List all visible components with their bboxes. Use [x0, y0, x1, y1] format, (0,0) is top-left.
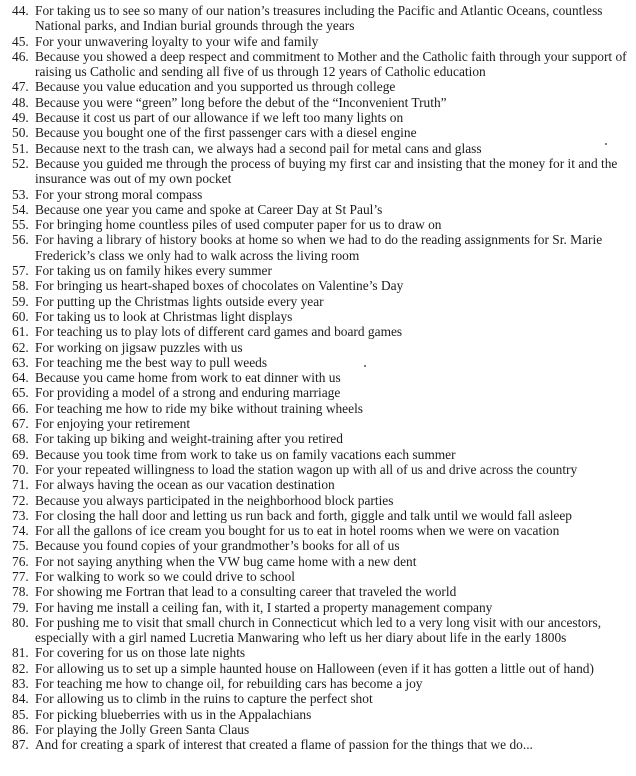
list-item — [12, 95, 628, 110]
item-number: 68. — [12, 431, 29, 447]
item-text: For your repeated willingness to load the station wagon up with all of us and drive across the country — [35, 461, 578, 477]
item-number: 53. — [12, 186, 29, 202]
list-item — [12, 202, 628, 217]
item-number: 82. — [12, 660, 29, 676]
item-text: Because you came home from work to eat dinner with us — [35, 370, 341, 386]
list-item — [12, 584, 628, 599]
item-number: 69. — [12, 446, 29, 462]
list-item — [12, 615, 628, 646]
item-number: 54. — [12, 201, 29, 217]
list-item — [12, 645, 628, 660]
item-number: 46. — [12, 48, 29, 64]
item-number: 73. — [12, 507, 29, 523]
list-item — [12, 508, 628, 523]
item-number: 70. — [12, 461, 29, 477]
list-item — [12, 309, 628, 324]
item-text: For enjoying your retirement — [35, 416, 191, 432]
item-text: Because you guided me through the process of buying my first car and insisting that the money for it and the insurance was out of my own pocket — [35, 155, 618, 187]
list-item — [12, 661, 628, 676]
scan-speck — [364, 365, 366, 367]
list-item — [12, 447, 628, 462]
item-text: For your strong moral compass — [35, 186, 203, 202]
item-text: For bringing us heart-shaped boxes of chocolates on Valentine’s Day — [35, 278, 404, 294]
list-item — [12, 217, 628, 232]
item-number: 74. — [12, 523, 29, 539]
item-number: 57. — [12, 263, 29, 279]
item-number: 44. — [12, 3, 29, 18]
item-text: Because you found copies of your grandmother’s books for all of us — [35, 538, 400, 554]
list-item — [12, 416, 628, 431]
item-text: For always having the ocean as our vacation destination — [35, 477, 335, 493]
item-number: 58. — [12, 278, 29, 294]
item-text: For allowing us to climb in the ruins to capture the perfect shot — [35, 691, 373, 707]
item-number: 84. — [12, 691, 29, 707]
scan-speck — [605, 143, 607, 145]
list-item — [12, 493, 628, 508]
item-text: For playing the Jolly Green Santa Claus — [35, 721, 250, 737]
item-number: 65. — [12, 385, 29, 401]
list-item — [12, 278, 628, 293]
item-number: 85. — [12, 706, 29, 722]
item-text: For showing me Fortran that lead to a consulting career that traveled the world — [35, 584, 457, 600]
item-text: For closing the hall door and letting us run back and forth, giggle and talk until we would fall asleep — [35, 507, 572, 523]
list-item — [12, 600, 628, 615]
item-number: 67. — [12, 416, 29, 432]
item-number: 61. — [12, 324, 29, 340]
item-number: 77. — [12, 568, 29, 584]
item-text: For taking up biking and weight-training after you retired — [35, 431, 343, 447]
list-item — [12, 676, 628, 691]
list-item — [12, 431, 628, 446]
item-text: For all the gallons of ice cream you bought for us to eat in hotel rooms when we were on vacation — [35, 523, 560, 539]
list-item — [12, 156, 628, 187]
item-number: 78. — [12, 584, 29, 600]
list-item — [12, 141, 628, 156]
item-text: Because you bought one of the first passenger cars with a diesel engine — [35, 125, 417, 141]
item-text: For putting up the Christmas lights outside every year — [35, 293, 324, 309]
item-number: 50. — [12, 125, 29, 141]
list-item — [12, 34, 628, 49]
list-item — [12, 707, 628, 722]
list-item — [12, 79, 628, 94]
list-item — [12, 49, 628, 80]
item-number: 79. — [12, 599, 29, 615]
list-item — [12, 125, 628, 140]
item-text: For not saying anything when the VW bug came home with a new dent — [35, 553, 417, 569]
item-number: 49. — [12, 110, 29, 126]
list-item — [12, 523, 628, 538]
list-item — [12, 737, 628, 752]
item-number: 51. — [12, 140, 29, 156]
item-text: For teaching me the best way to pull weeds — [35, 354, 268, 370]
item-text: Because next to the trash can, we always had a second pail for metal cans and glass — [35, 140, 482, 156]
item-number: 66. — [12, 400, 29, 416]
item-number: 83. — [12, 676, 29, 692]
list-item — [12, 110, 628, 125]
item-number: 75. — [12, 538, 29, 554]
item-text: For providing a model of a strong and enduring marriage — [35, 385, 341, 401]
item-number: 72. — [12, 492, 29, 508]
item-number: 87. — [12, 737, 29, 753]
list-item — [12, 385, 628, 400]
item-text: For having a library of history books at home so when we had to do the reading assignments for Sr. Marie Frederick’s class we only had to walk across the living room — [35, 232, 603, 263]
item-number: 76. — [12, 553, 29, 569]
item-number: 71. — [12, 477, 29, 493]
item-text: For bringing home countless piles of used computer paper for us to draw on — [35, 217, 442, 233]
list-item — [12, 370, 628, 385]
item-text: Because it cost us part of our allowance if we left too many lights on — [35, 110, 404, 126]
item-text: Because you always participated in the neighborhood block parties — [35, 492, 394, 508]
item-number: 59. — [12, 293, 29, 309]
list-item — [12, 401, 628, 416]
list-item — [12, 3, 628, 34]
item-number: 62. — [12, 339, 29, 355]
list-item — [12, 569, 628, 584]
item-number: 86. — [12, 721, 29, 737]
list-item — [12, 355, 628, 370]
item-text: For teaching me how to change oil, for rebuilding cars has become a joy — [35, 676, 423, 692]
list-item — [12, 462, 628, 477]
item-number: 52. — [12, 155, 29, 171]
list-item — [12, 691, 628, 706]
item-number: 45. — [12, 33, 29, 49]
list-item — [12, 324, 628, 339]
item-number: 64. — [12, 370, 29, 386]
item-text: Because you were “green” long before the debut of the “Inconvenient Truth” — [35, 94, 447, 110]
item-text: Because one year you came and spoke at Career Day at St Paul’s — [35, 201, 383, 217]
item-text: For taking us to see so many of our nation’s treasures including the Pacific and Atlantic Oceans, countless National parks, and Indian burial grounds through the years — [35, 3, 603, 34]
list-item — [12, 554, 628, 569]
item-number: 63. — [12, 354, 29, 370]
item-text: Because you took time from work to take us on family vacations each summer — [35, 446, 456, 462]
item-text: For pushing me to visit that small church in Connecticut which led to a very long visit with our ancestors, especially with a girl named Lucretia Manwaring who left us her diary about life in the early 1800s — [35, 614, 602, 646]
list-item — [12, 722, 628, 737]
item-text: For working on jigsaw puzzles with us — [35, 339, 243, 355]
list-item — [12, 538, 628, 553]
item-text: For picking blueberries with us in the Appalachians — [35, 706, 312, 722]
item-number: 80. — [12, 614, 29, 630]
item-text: For taking us to look at Christmas light displays — [35, 308, 293, 324]
item-text: For your unwavering loyalty to your wife and family — [35, 33, 319, 49]
item-number: 48. — [12, 94, 29, 110]
list-item — [12, 477, 628, 492]
list-item — [12, 187, 628, 202]
reasons-list — [12, 3, 628, 753]
item-text: Because you showed a deep respect and commitment to Mother and the Catholic faith through your support of raising us Catholic and sending all five of us through 12 years of Catholic education — [35, 48, 627, 80]
list-item — [12, 340, 628, 355]
item-number: 60. — [12, 308, 29, 324]
item-text: For teaching me how to ride my bike without training wheels — [35, 400, 364, 416]
item-number: 55. — [12, 217, 29, 233]
item-text: For covering for us on those late nights — [35, 645, 246, 661]
item-text: Because you value education and you supported us through college — [35, 79, 396, 95]
list-item — [12, 232, 628, 263]
list-item — [12, 263, 628, 278]
item-text: For taking us on family hikes every summer — [35, 263, 272, 279]
item-number: 56. — [12, 232, 29, 248]
item-number: 81. — [12, 645, 29, 661]
item-text: For teaching us to play lots of different card games and board games — [35, 324, 403, 340]
item-text: For allowing us to set up a simple haunted house on Halloween (even if it has gotten a little out of hand) — [35, 660, 594, 676]
item-text: And for creating a spark of interest that created a flame of passion for the things that we do... — [35, 737, 533, 753]
list-item — [12, 294, 628, 309]
item-text: For having me install a ceiling fan, with it, I started a property management company — [35, 599, 493, 615]
item-number: 47. — [12, 79, 29, 95]
item-text: For walking to work so we could drive to school — [35, 568, 295, 584]
